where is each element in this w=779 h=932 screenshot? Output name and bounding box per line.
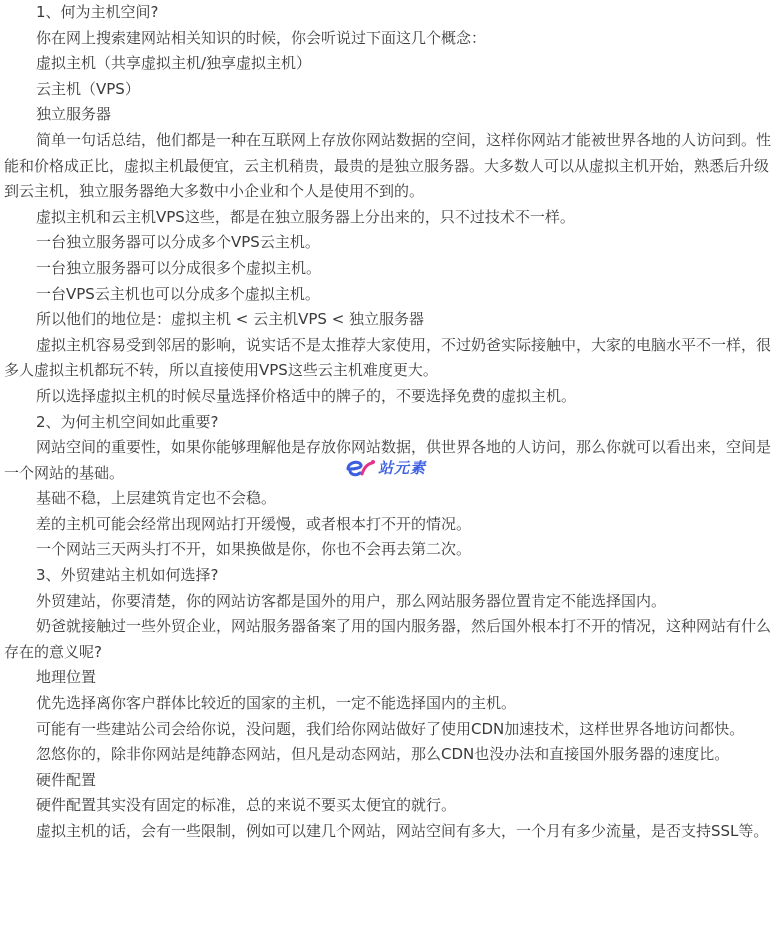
watermark — [342, 454, 426, 480]
paragraph: 硬件配置其实没有固定的标准，总的来说不要买太便宜的就行。 — [36, 796, 457, 815]
e-swoosh-logo-icon — [342, 454, 376, 480]
paragraph: 3、外贸建站主机如何选择? — [36, 566, 219, 585]
paragraph: 地理位置 — [36, 668, 97, 687]
paragraph: 虚拟主机和云主机VPS这些，都是在独立服务器上分出来的，只不过技术不一样。 — [36, 207, 575, 226]
paragraph: 独立服务器 — [36, 105, 112, 124]
paragraph: 所以选择虚拟主机的时候尽量选择价格适中的牌子的，不要选择免费的虚拟主机。 — [36, 386, 577, 405]
paragraph: 虚拟主机（共享虚拟主机/独享虚拟主机） — [36, 54, 312, 73]
paragraph: 虚拟主机的话，会有一些限制，例如可以建几个网站，网站空间有多大，一个月有多少流量，是否支持SSL等。 — [36, 822, 769, 840]
watermark-text: 站元素 — [378, 458, 427, 477]
paragraph: 云主机（VPS） — [36, 79, 140, 98]
paragraph: 一台独立服务器可以分成很多个虚拟主机。 — [36, 258, 322, 277]
paragraph: 差的主机可能会经常出现网站打开缓慢，或者根本打不开的情况。 — [36, 514, 472, 533]
paragraph: 忽悠你的，除非你网站是纯静态网站，但凡是动态网站，那么CDN也没办法和直接国外服务器的速度比。 — [36, 745, 730, 764]
paragraph: 虚拟主机容易受到邻居的影响，说实话不是太推荐大家使用，不过奶爸实际接触中，大家的电脑水平不一样，很多人虚拟主机都玩不转，所以直接使用VPS这些云主机难度更大。 — [4, 335, 772, 380]
paragraph: 基础不稳，上层建筑肯定也不会稳。 — [36, 489, 277, 508]
paragraph: 优先选择离你客户群体比较近的国家的主机，一定不能选择国内的主机。 — [36, 694, 517, 713]
paragraph: 所以他们的地位是：虚拟主机 < 云主机VPS < 独立服务器 — [36, 310, 425, 329]
paragraph: 一台独立服务器可以分成多个VPS云主机。 — [36, 233, 320, 252]
paragraph: 奶爸就接触过一些外贸企业，网站服务器备案了用的国内服务器，然后国外根本打不开的情况，这种网站有什么存在的意义呢? — [4, 617, 772, 661]
paragraph: 你在网上搜索建网站相关知识的时候，你会听说过下面这几个概念： — [36, 28, 487, 47]
paragraph: 1、何为主机空间? — [36, 3, 159, 21]
paragraph: 一台VPS云主机也可以分成多个虚拟主机。 — [36, 284, 320, 303]
paragraph: 网站空间的重要性，如果你能够理解他是存放你网站数据，供世界各地的人访问，那么你就可以看出来，空间是一个网站的基础。 — [4, 438, 772, 482]
paragraph: 一个网站三天两头打不开，如果换做是你，你也不会再去第二次。 — [36, 540, 472, 559]
paragraph: 外贸建站，你要清楚，你的网站访客都是国外的用户，那么网站服务器位置肯定不能选择国内。 — [36, 591, 667, 610]
paragraph: 硬件配置 — [36, 770, 97, 789]
article-body — [4, 0, 775, 845]
paragraph: 2、为何主机空间如此重要? — [36, 412, 219, 431]
paragraph: 简单一句话总结，他们都是一种在互联网上存放你网站数据的空间，这样你网站才能被世界各地的人访问到。性能和价格成正比，虚拟主机最便宜，云主机稍贵，最贵的是独立服务器。大多数人可以从虚拟主机开始，熟悉后升级到云主机，独立服务器绝大多数中小企业和个人是使用不到的。 — [4, 130, 772, 201]
paragraph: 可能有一些建站公司会给你说，没问题，我们给你网站做好了使用CDN加速技术，这样世界各地访问都快。 — [36, 719, 745, 738]
